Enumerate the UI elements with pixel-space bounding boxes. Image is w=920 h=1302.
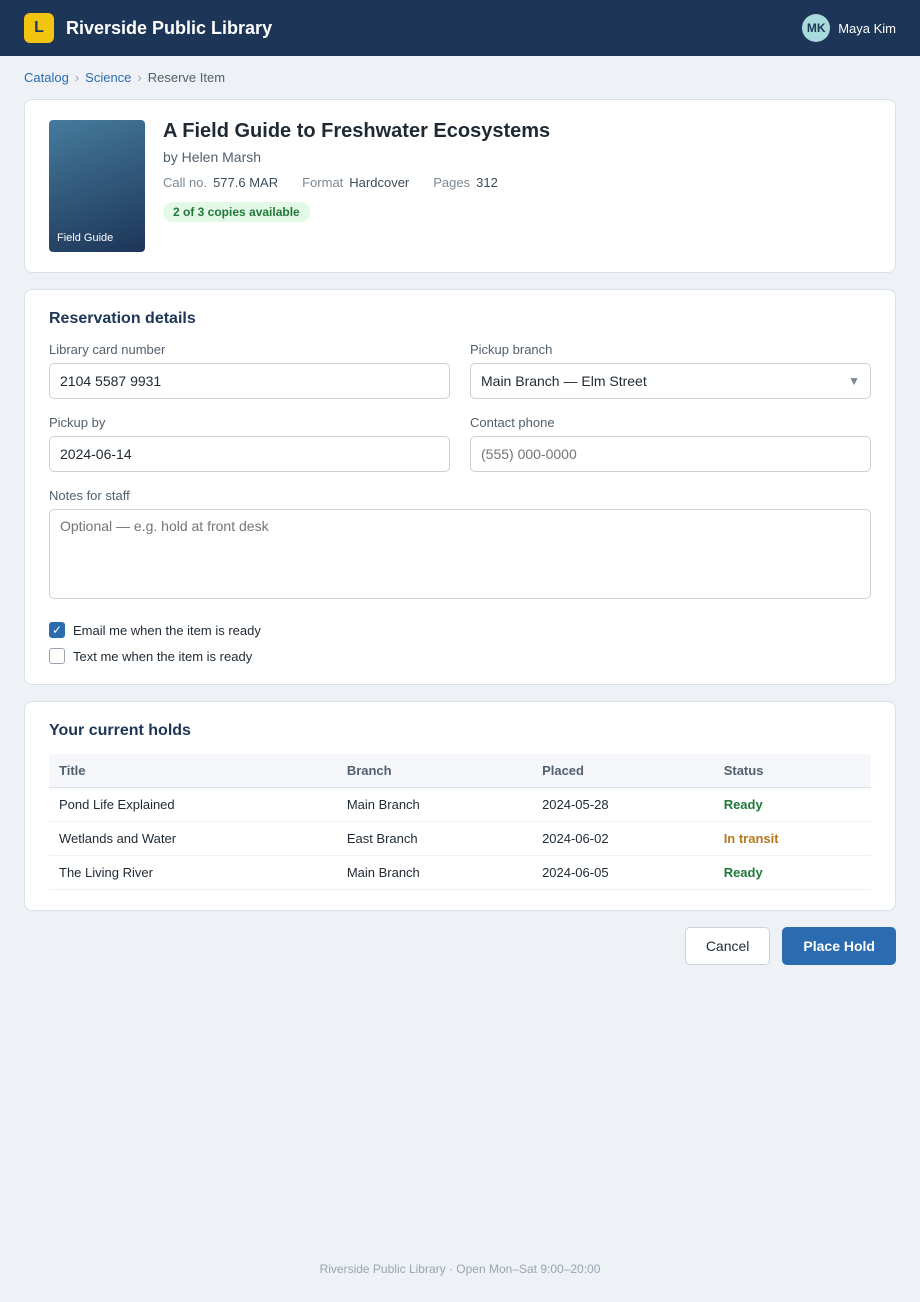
table-header-row [49,754,871,788]
cancel-button[interactable]: Cancel [685,927,771,965]
table-cell: 2024-06-05 [532,856,714,890]
column-header[interactable]: Placed [532,754,714,788]
table-cell: Main Branch [337,856,532,890]
notes-label: Notes for staff [49,488,130,503]
book-author: by Helen Marsh [163,149,262,165]
form-heading: Reservation details [49,310,196,327]
card-number-input[interactable] [49,363,450,399]
breadcrumb [0,56,920,99]
phone-field [470,415,871,472]
place-hold-button[interactable]: Place Hold [782,927,896,965]
breadcrumb-current: Reserve Item [147,70,226,85]
holds-card [24,701,896,911]
branch-select[interactable] [470,363,871,399]
table-row[interactable] [49,856,871,890]
library-logo: L [24,13,54,43]
user-menu[interactable] [802,14,896,42]
availability-badge: 2 of 3 copies available [163,202,310,222]
notify-email-option[interactable] [49,622,871,638]
date-field [49,415,450,472]
table-cell: Main Branch [337,788,532,822]
table-cell: 2024-05-28 [532,788,714,822]
status-cell: In transit [714,822,871,856]
book-cover: Field Guide [49,120,145,252]
status-cell: Ready [714,788,871,822]
breadcrumb-catalog[interactable]: Catalog [24,70,69,85]
user-name: Maya Kim [838,20,896,36]
date-input[interactable] [49,436,450,472]
column-header[interactable]: Title [49,754,337,788]
column-header[interactable]: Status [714,754,871,788]
form-actions [24,927,896,965]
checkbox-checked-icon[interactable]: ✓ [49,622,65,638]
chevron-down-icon: ▼ [848,374,860,388]
column-header[interactable]: Branch [337,754,532,788]
breadcrumb-science[interactable]: Science [85,70,132,85]
branch-field [470,342,871,399]
notification-options [49,622,871,664]
table-cell: The Living River [49,856,337,890]
phone-input[interactable] [470,436,871,472]
meta-pages: Pages 312 [433,175,498,190]
notify-sms-option[interactable] [49,648,871,664]
avatar: MK [802,14,830,42]
table-cell: Pond Life Explained [49,788,337,822]
table-row[interactable] [49,788,871,822]
book-title: A Field Guide to Freshwater Ecosystems [163,120,551,142]
holds-heading: Your current holds [49,722,191,739]
breadcrumb-separator: › [137,70,142,85]
top-bar [0,0,920,56]
table-cell: East Branch [337,822,532,856]
notify-sms-label: Text me when the item is ready [73,648,253,664]
table-cell: 2024-06-02 [532,822,714,856]
status-cell: Ready [714,856,871,890]
notify-email-label: Email me when the item is ready [73,622,261,638]
app-title: Riverside Public Library [66,17,273,38]
page-footer: Riverside Public Library · Open Mon–Sat 9:00–20:00 [319,1262,601,1276]
checkbox-empty-icon[interactable] [49,648,65,664]
date-label: Pickup by [49,415,106,430]
card-number-label: Library card number [49,342,166,357]
meta-call-number: Call no. 577.6 MAR [163,175,279,190]
notes-field [49,488,871,602]
table-cell: Wetlands and Water [49,822,337,856]
phone-label: Contact phone [470,415,555,430]
reservation-form [24,289,896,685]
book-card [24,99,896,273]
notes-textarea[interactable] [49,509,871,599]
card-number-field [49,342,450,399]
book-meta [163,175,871,190]
breadcrumb-separator: › [74,70,80,85]
branch-value: Main Branch — Elm Street [481,373,647,389]
holds-table [49,754,871,890]
table-row[interactable] [49,822,871,856]
branch-label: Pickup branch [470,342,553,357]
meta-format: Format Hardcover [302,175,410,190]
